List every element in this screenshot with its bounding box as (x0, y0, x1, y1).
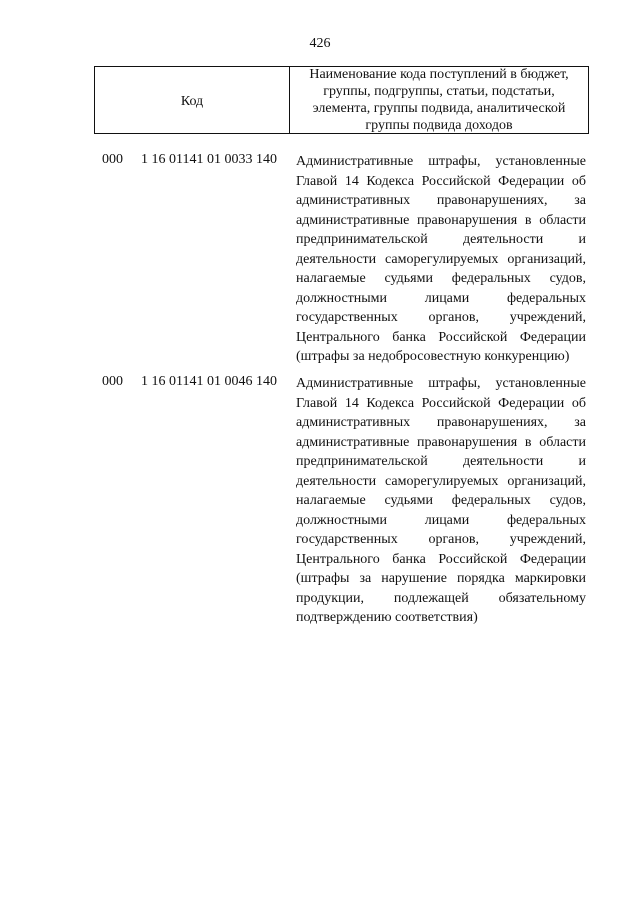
description-line: (штрафы за недобросовестную конкуренцию) (296, 349, 570, 364)
description-line: должностными лицами федеральных (296, 290, 586, 306)
entry-description (296, 374, 586, 628)
header-code-cell (95, 67, 290, 133)
description-line: Центрального банка Российской Федерации (296, 329, 586, 345)
header-name-line: элемента, группы подвида, аналитической (312, 101, 566, 116)
description-line: деятельности саморегулируемых организаций, (296, 473, 586, 489)
description-line: Главой 14 Кодекса Российской Федерации об (296, 395, 586, 411)
description-line: административных правонарушениях, за (296, 193, 586, 208)
admin-code: 000 (102, 152, 123, 167)
header-name-line: Наименование кода поступлений в бюджет, (309, 67, 569, 82)
description-line: государственных органов, учреждений, (296, 532, 586, 547)
page-number: 426 (309, 36, 331, 51)
description-line: продукции, подлежащей обязательному (296, 590, 586, 606)
admin-code: 000 (102, 374, 123, 389)
header-code-label: Код (180, 94, 204, 109)
description-line: налагаемые судьями федеральных судов, (296, 493, 586, 508)
kbk-code: 1 16 01141 01 0046 140 (141, 374, 277, 389)
description-line: (штрафы за нарушение порядка маркировки (296, 571, 586, 586)
description-line: налагаемые судьями федеральных судов, (296, 271, 586, 286)
description-line: административные правонарушения в области (296, 434, 586, 450)
description-line: подтверждению соответствия) (296, 610, 478, 625)
description-line: предпринимательской деятельности и (296, 454, 586, 469)
description-line: Административные штрафы, установленные (296, 154, 586, 169)
description-line: предпринимательской деятельности и (296, 232, 586, 247)
description-line: государственных органов, учреждений, (296, 310, 586, 325)
description-line: административные правонарушения в области (296, 212, 586, 228)
description-line: деятельности саморегулируемых организаций, (296, 251, 586, 267)
header-name-line: группы подвида доходов (365, 118, 513, 133)
kbk-code: 1 16 01141 01 0033 140 (141, 152, 277, 167)
description-line: Административные штрафы, установленные (296, 376, 586, 391)
table-header (94, 66, 589, 134)
description-line: Центрального банка Российской Федерации (296, 551, 586, 567)
header-name-cell (290, 66, 588, 133)
entry-description (296, 152, 586, 367)
description-line: административных правонарушениях, за (296, 415, 586, 430)
header-name-line: группы, подгруппы, статьи, подстатьи, (323, 84, 555, 99)
description-line: должностными лицами федеральных (296, 512, 586, 528)
description-line: Главой 14 Кодекса Российской Федерации об (296, 173, 586, 189)
